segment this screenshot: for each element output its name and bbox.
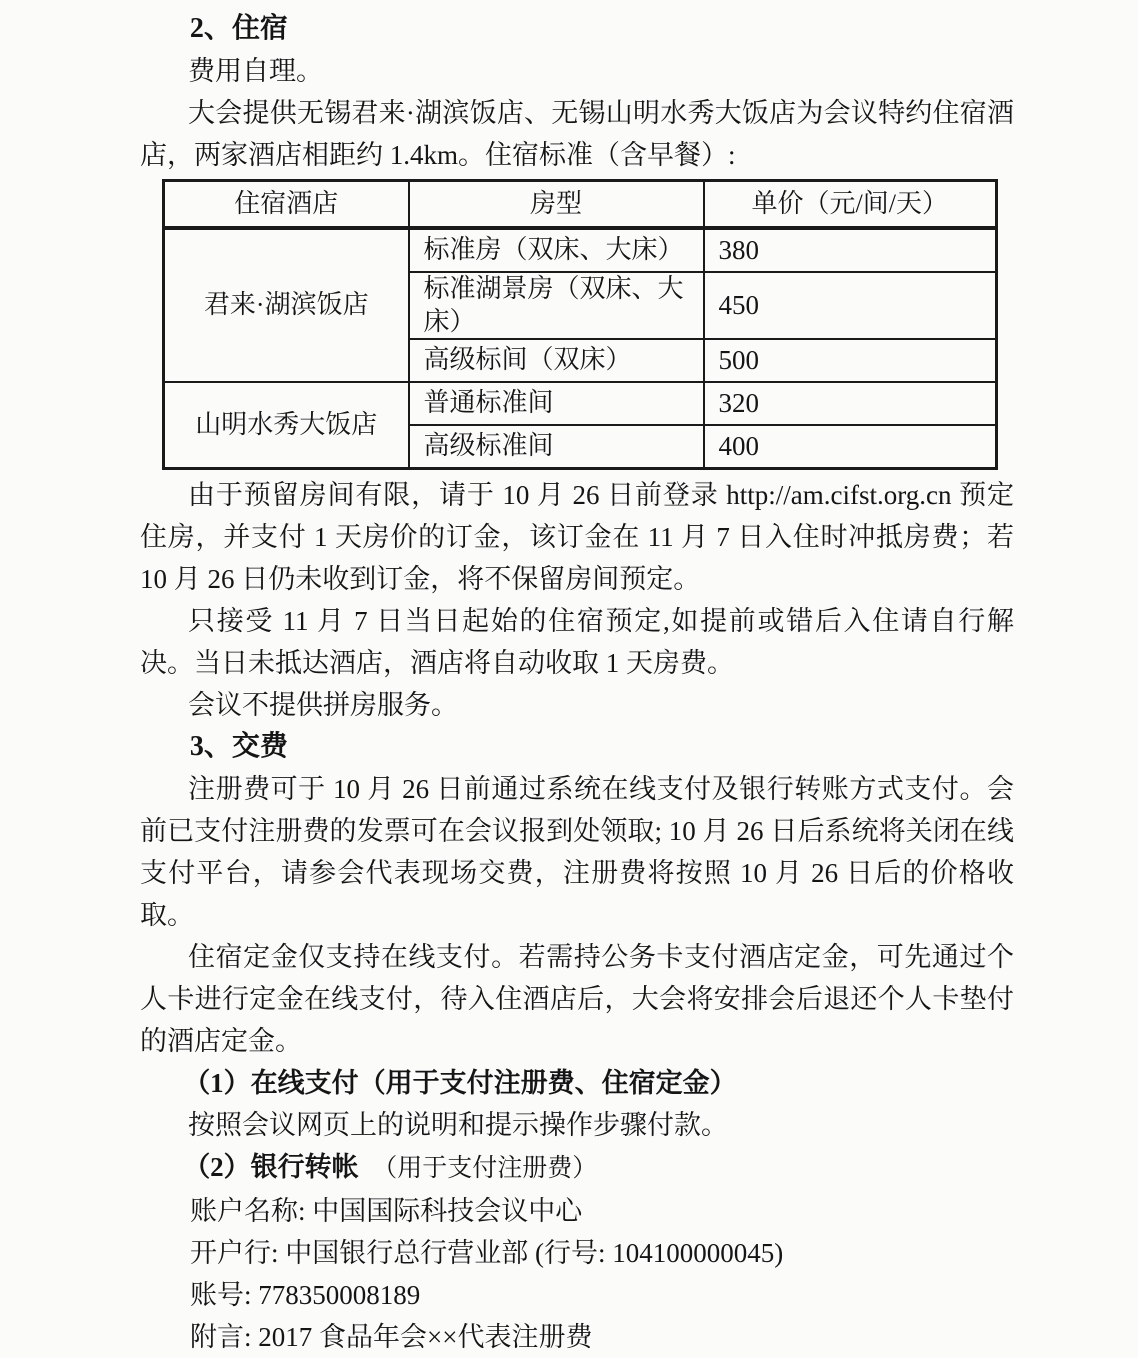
- bank-account-name-line: 账户名称: 中国国际科技会议中心: [190, 1196, 583, 1226]
- hotel-name-cell: 君来·湖滨饭店: [164, 228, 409, 382]
- price-cell: 320: [704, 382, 997, 425]
- subsection-1-online-payment-heading: （1）在线支付（用于支付注册费、住宿定金）: [183, 1068, 737, 1098]
- price-cell: 450: [704, 272, 997, 339]
- hotel-price-table: [162, 179, 998, 470]
- table-header-row: [164, 181, 997, 229]
- paragraph-booking-rules: 由于预留房间有限，请于 10 月 26 日前登录 http://am.cifst.org.cn 预定住房，并支付 1 天房价的订金，该订金在 11 月 7 日入住时冲抵房费；若 10 月 26 日仍未收到订金，将不保留房间预定。: [140, 480, 1014, 594]
- hotel-name-cell: 山明水秀大饭店: [164, 382, 409, 469]
- paragraph-registration-payment: 注册费可于 10 月 26 日前通过系统在线支付及银行转账方式支付。会前已支付注册费的发票可在会议报到处领取; 10 月 26 日后系统将关闭在线支付平台，请参会代表现场交费，注册费将按照 10 月 26 日后的价格收取。: [140, 774, 1014, 930]
- header-hotel: 住宿酒店: [164, 181, 409, 229]
- paragraph-fee-self: 费用自理。: [188, 56, 324, 86]
- bank-branch-line: 开户行: 中国银行总行营业部 (行号: 104100000045): [190, 1238, 784, 1268]
- subsection-2-bank-transfer-heading: [140, 1146, 1014, 1190]
- section-3-heading: 3、交费: [189, 731, 288, 762]
- bank-transfer-note: （用于支付注册费）: [372, 1155, 598, 1182]
- paragraph-checkin-rules: 只接受 11 月 7 日当日起始的住宿预定,如提前或错后入住请自行解决。当日未抵达酒店，酒店将自动收取 1 天房费。: [140, 606, 1014, 678]
- header-room-type: 房型: [409, 181, 704, 229]
- room-type-cell: 标准湖景房（双床、大床）: [409, 272, 704, 339]
- room-type-cell: 高级标间（双床）: [409, 339, 704, 382]
- room-type-cell: 高级标准间: [409, 425, 704, 469]
- paragraph-online-payment-instruction: 按照会议网页上的说明和提示操作步骤付款。: [188, 1110, 729, 1140]
- bank-account-number-line: 账号: 778350008189: [190, 1280, 421, 1310]
- room-type-cell: 普通标准间: [409, 382, 704, 425]
- price-cell: 500: [704, 339, 997, 382]
- paragraph-deposit-payment: 住宿定金仅支持在线支付。若需持公务卡支付酒店定金，可先通过个人卡进行定金在线支付，待入住酒店后，大会将安排会后退还个人卡垫付的酒店定金。: [140, 942, 1014, 1056]
- paragraph-hotel-intro: 大会提供无锡君来·湖滨饭店、无锡山明水秀大饭店为会议特约住宿酒店，两家酒店相距约 1.4km。住宿标准（含早餐）:: [140, 98, 1014, 170]
- table-row: [164, 382, 997, 425]
- paragraph-no-room-sharing: 会议不提供拼房服务。: [188, 690, 459, 720]
- table-row: [164, 228, 997, 272]
- bank-transfer-title: （2）银行转帐: [183, 1152, 359, 1182]
- price-cell: 380: [704, 228, 997, 272]
- bank-memo-line: 附言: 2017 食品年会××代表注册费: [190, 1322, 593, 1352]
- section-2-heading: 2、住宿: [189, 13, 288, 44]
- header-unit-price: 单价（元/间/天）: [704, 181, 997, 229]
- room-type-cell: 标准房（双床、大床）: [409, 228, 704, 272]
- price-cell: 400: [704, 425, 997, 469]
